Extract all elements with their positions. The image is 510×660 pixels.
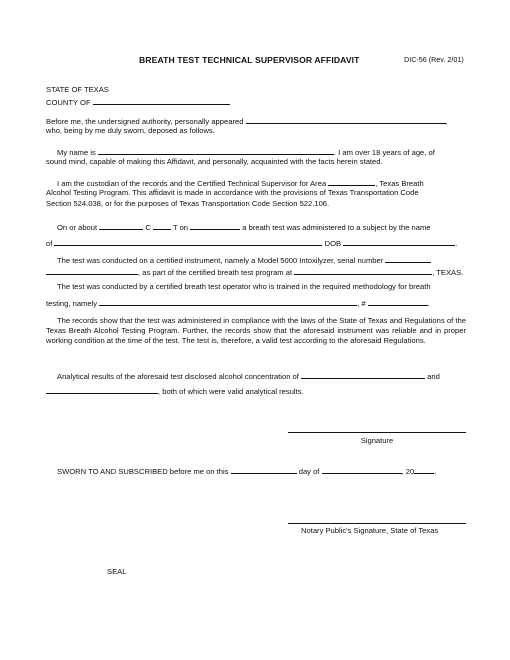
name-label: My name is bbox=[57, 148, 96, 157]
texas-suffix: , TEXAS. bbox=[432, 268, 464, 277]
sworn-line: SWORN TO AND SUBSCRIBED before me on this day of , 20 . bbox=[57, 467, 437, 476]
subject-name-field[interactable] bbox=[54, 237, 322, 246]
analytical-suffix: , both of which were valid analytical results. bbox=[158, 387, 304, 396]
signature-line[interactable] bbox=[288, 432, 466, 433]
testing-namely-label: testing, namely bbox=[46, 299, 98, 308]
seal-label: SEAL bbox=[107, 567, 127, 576]
subject-line: of DOB . bbox=[46, 239, 458, 248]
concentration-1-field[interactable] bbox=[301, 370, 425, 379]
serial-number-field[interactable] bbox=[385, 254, 431, 263]
operator-name-field[interactable] bbox=[99, 297, 357, 306]
area-field[interactable] bbox=[328, 177, 375, 186]
program-text: , as part of the certified breath test program at bbox=[138, 268, 293, 277]
sworn-text: SWORN TO AND SUBSCRIBED before me on this bbox=[57, 467, 229, 476]
instrument-line-2 bbox=[46, 266, 463, 278]
operator-number-field[interactable] bbox=[368, 297, 428, 306]
on-or-about-label: On or about bbox=[57, 223, 98, 232]
operator-line-1: The test was conducted by a certified breath test operator who is trained in the required methodology for breath bbox=[57, 282, 431, 291]
analytical-line-2 bbox=[46, 385, 304, 397]
signature-label: Signature bbox=[360, 436, 394, 445]
notary-label: Notary Public's Signature, State of Texas bbox=[301, 526, 439, 535]
county-label: COUNTY OF bbox=[46, 98, 91, 107]
c-field[interactable] bbox=[153, 221, 171, 230]
concentration-2-field[interactable] bbox=[46, 385, 158, 394]
county-field[interactable] bbox=[93, 96, 230, 105]
form-number: DIC-56 (Rev. 2/01) bbox=[404, 55, 464, 64]
analytical-line-1 bbox=[57, 370, 440, 382]
c-label: C bbox=[145, 223, 151, 232]
operator-number-label: , # bbox=[357, 299, 366, 308]
time-field[interactable] bbox=[190, 221, 240, 230]
sworn-month-field[interactable] bbox=[322, 465, 402, 474]
custodian-line-2: Alcohol Testing Program. This affidavit is made in accordance with the provisions of Texas Transportation Code bbox=[46, 188, 419, 197]
sworn-day-field[interactable] bbox=[231, 465, 297, 474]
notary-signature-line[interactable] bbox=[288, 523, 466, 524]
instrument-text: The test was conducted on a certified instrument, namely a Model 5000 Intoxilyzer, serial number bbox=[57, 256, 384, 265]
name-suffix: . I am over 18 years of age, of bbox=[333, 148, 435, 157]
state-label: STATE OF TEXAS bbox=[46, 85, 109, 94]
dob-label: DOB bbox=[324, 239, 342, 248]
date-field[interactable] bbox=[99, 221, 143, 230]
test-date-line bbox=[57, 221, 431, 233]
serial-number-continued-field[interactable] bbox=[46, 266, 138, 275]
program-location-field[interactable] bbox=[294, 266, 432, 275]
intro-text: Before me, the undersigned authority, personally appeared bbox=[46, 117, 244, 126]
records-paragraph: The records show that the test was administered in compliance with the laws of the State of Texas and Regulations of the Texas Breath Alcohol Testing Program. Further, the records show that the aforesaid instrument was reliable and in proper working condition at the time of the test. The test is, therefore, a valid test according to the aforesaid Regulations. bbox=[46, 316, 466, 345]
name-line-2: sound mind, capable of making this Affidavit, and personally, acquainted with the facts herein stated. bbox=[46, 157, 383, 166]
analytical-text: Analytical results of the aforesaid test disclosed alcohol concentration of bbox=[57, 372, 299, 381]
day-of-label: day of bbox=[298, 467, 320, 476]
sworn-year-field[interactable] bbox=[414, 465, 434, 474]
custodian-suffix: , Texas Breath bbox=[375, 179, 424, 188]
instrument-line-1 bbox=[57, 254, 431, 266]
t-on-label: T on bbox=[172, 223, 189, 232]
of-label: of bbox=[46, 239, 53, 248]
operator-line-2: testing, namely , # . bbox=[46, 299, 430, 308]
custodian-line-3: Section 524.038, or for the purposes of Texas Transportation Code Section 522.106. bbox=[46, 199, 330, 208]
my-name-field[interactable] bbox=[98, 146, 334, 155]
custodian-text: I am the custodian of the records and the Certified Technical Supervisor for Area bbox=[57, 179, 327, 188]
year-prefix: , 20 bbox=[401, 467, 415, 476]
intro-line-2: who, being by me duly sworn, deposed as follows. bbox=[46, 126, 215, 135]
and-label: and bbox=[427, 372, 440, 381]
test-text: a breath test was administered to a subject by the name bbox=[242, 223, 431, 232]
county-line bbox=[46, 96, 230, 108]
intro-line-1: Before me, the undersigned authority, personally appeared , bbox=[46, 117, 448, 126]
form-title: BREATH TEST TECHNICAL SUPERVISOR AFFIDAVIT bbox=[139, 55, 360, 65]
affiant-name-field[interactable] bbox=[246, 115, 446, 124]
dob-field[interactable] bbox=[343, 237, 455, 246]
